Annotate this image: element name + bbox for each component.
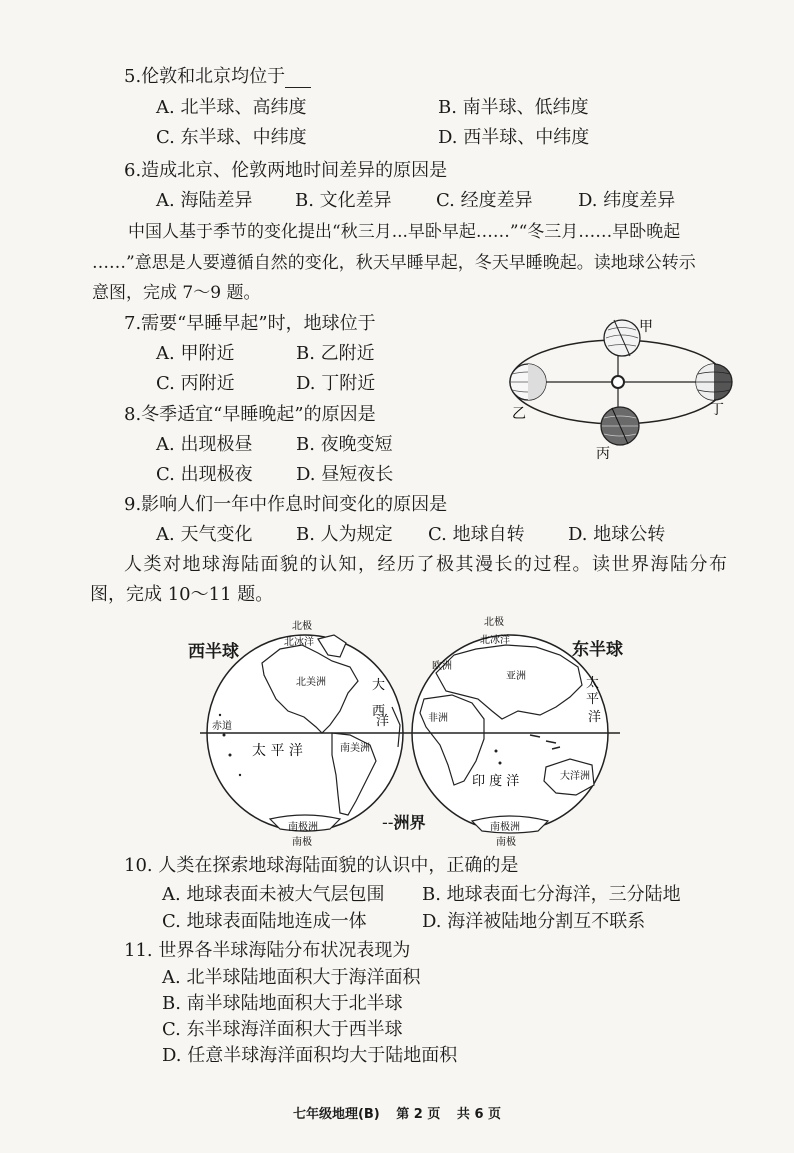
q10-option-b: B. 地球表面七分海洋，三分陆地 <box>422 884 681 905</box>
q11-option-c: C. 东半球海洋面积大于西半球 <box>162 1019 403 1040</box>
q8-option-d: D. 昼短夜长 <box>296 464 394 485</box>
label-antarctica-w: 南极洲 <box>288 822 318 833</box>
label-equator: 赤道 <box>212 721 232 732</box>
q7-option-c: C. 丙附近 <box>156 373 235 394</box>
label-pacific-yang: 洋 <box>588 710 602 725</box>
east-hemisphere-title: 东半球 <box>572 640 623 660</box>
question-10-stem: 10. 人类在探索地球海陆面貌的认识中，正确的是 <box>124 855 519 876</box>
q7-option-a: A. 甲附近 <box>156 343 235 364</box>
q11-option-b: B. 南半球陆地面积大于北半球 <box>162 993 403 1014</box>
q8-option-a: A. 出现极昼 <box>156 434 253 455</box>
q7-option-d: D. 丁附近 <box>296 373 376 394</box>
label-antarctica-e: 南极洲 <box>490 822 520 833</box>
passage-1-line-1: 中国人基于季节的变化提出“秋三月...早卧早起……”“冬三月……早卧晚起 <box>128 222 681 242</box>
label-pacific-w: 太 平 洋 <box>252 743 303 759</box>
q7-option-b: B. 乙附近 <box>296 343 375 364</box>
label-south-america: 南美洲 <box>340 743 370 754</box>
q6-option-d: D. 纬度差异 <box>578 190 676 211</box>
label-jia: 甲 <box>639 319 653 335</box>
question-8-stem: 8.冬季适宜“早睡晚起”的原因是 <box>124 404 376 425</box>
earth-orbit-diagram <box>498 312 748 462</box>
q6-option-a: A. 海陆差异 <box>156 190 253 211</box>
label-atlantic-xi: 西 <box>372 704 386 719</box>
q8-option-c: C. 出现极夜 <box>156 464 253 485</box>
passage-2-line-2: 图，完成 10～11 题。 <box>90 584 274 605</box>
footer-page: 第 2 页 <box>396 1107 441 1122</box>
label-asia: 亚洲 <box>506 671 526 682</box>
label-africa: 非洲 <box>428 713 448 724</box>
q9-option-a: A. 天气变化 <box>156 524 253 545</box>
q11-option-d: D. 任意半球海洋面积均大于陆地面积 <box>162 1045 458 1066</box>
q8-option-b: B. 夜晚变短 <box>296 434 393 455</box>
footer-total: 共 6 页 <box>456 1107 502 1122</box>
label-arctic-w: 北冰洋 <box>284 637 314 648</box>
label-bing: 丙 <box>596 446 610 462</box>
world-hemisphere-map <box>200 615 620 855</box>
question-5 <box>124 66 311 88</box>
earth-jia-icon <box>604 320 640 356</box>
q5-option-b: B. 南半球、低纬度 <box>438 97 589 118</box>
label-pacific-tai: 太 <box>586 676 600 691</box>
label-north-pole-w: 北极 <box>292 621 312 632</box>
answer-blank <box>285 69 311 88</box>
label-atlantic-da: 大 <box>372 678 386 693</box>
earth-yi-icon <box>510 364 546 400</box>
footer-subject: 七年级地理(B) <box>292 1107 380 1122</box>
q9-option-d: D. 地球公转 <box>568 524 666 545</box>
label-pacific-ping: 平 <box>586 692 600 707</box>
page-footer <box>0 1103 794 1122</box>
label-oceania: 大洋洲 <box>560 771 590 782</box>
q9-option-b: B. 人为规定 <box>296 524 393 545</box>
earth-ding-icon <box>696 364 732 400</box>
label-yi: 乙 <box>512 406 526 422</box>
passage-1-line-2: ……”意思是人要遵循自然的变化，秋天早睡早起，冬天早睡晚起。读地球公转示 <box>92 253 696 273</box>
q6-option-b: B. 文化差异 <box>295 190 392 211</box>
label-north-pole-e: 北极 <box>484 617 504 628</box>
passage-1-line-3: 意图，完成 7～9 题。 <box>92 283 261 303</box>
label-europe: 欧洲 <box>432 661 452 672</box>
label-south-pole-w: 南极 <box>292 837 312 848</box>
q11-option-a: A. 北半球陆地面积大于海洋面积 <box>162 967 421 988</box>
question-5-stem: 5.伦敦和北京均位于 <box>124 66 286 87</box>
q10-option-d: D. 海洋被陆地分割互不联系 <box>422 911 646 932</box>
question-11-stem: 11. 世界各半球海陆分布状况表现为 <box>124 940 411 961</box>
earth-bing-icon <box>601 407 639 445</box>
q9-option-c: C. 地球自转 <box>428 524 525 545</box>
west-hemisphere-title: 西半球 <box>188 642 239 662</box>
question-7-stem: 7.需要“早睡早起”时，地球位于 <box>124 313 376 334</box>
q5-option-d: D. 西半球、中纬度 <box>438 127 590 148</box>
label-ding: 丁 <box>710 402 724 418</box>
label-atlantic-yang: 洋 <box>376 714 390 729</box>
label-south-pole-e: 南极 <box>496 837 516 848</box>
question-6-stem: 6.造成北京、伦敦两地时间差异的原因是 <box>124 160 448 181</box>
q5-option-a: A. 北半球、高纬度 <box>156 97 307 118</box>
sun-icon <box>612 376 624 388</box>
label-arctic-e: 北冰洋 <box>480 635 510 646</box>
q5-option-c: C. 东半球、中纬度 <box>156 127 307 148</box>
passage-2-line-1: 人类对地球海陆面貌的认知，经历了极其漫长的过程。读世界海陆分布 <box>124 554 729 575</box>
q10-option-c: C. 地球表面陆地连成一体 <box>162 911 367 932</box>
question-9-stem: 9.影响人们一年中作息时间变化的原因是 <box>124 494 448 515</box>
label-north-america: 北美洲 <box>296 677 326 688</box>
continent-boundary-legend: --洲界 <box>382 813 426 832</box>
q10-option-a: A. 地球表面未被大气层包围 <box>162 884 385 905</box>
q6-option-c: C. 经度差异 <box>436 190 533 211</box>
label-indian-ocean: 印 度 洋 <box>472 774 520 789</box>
